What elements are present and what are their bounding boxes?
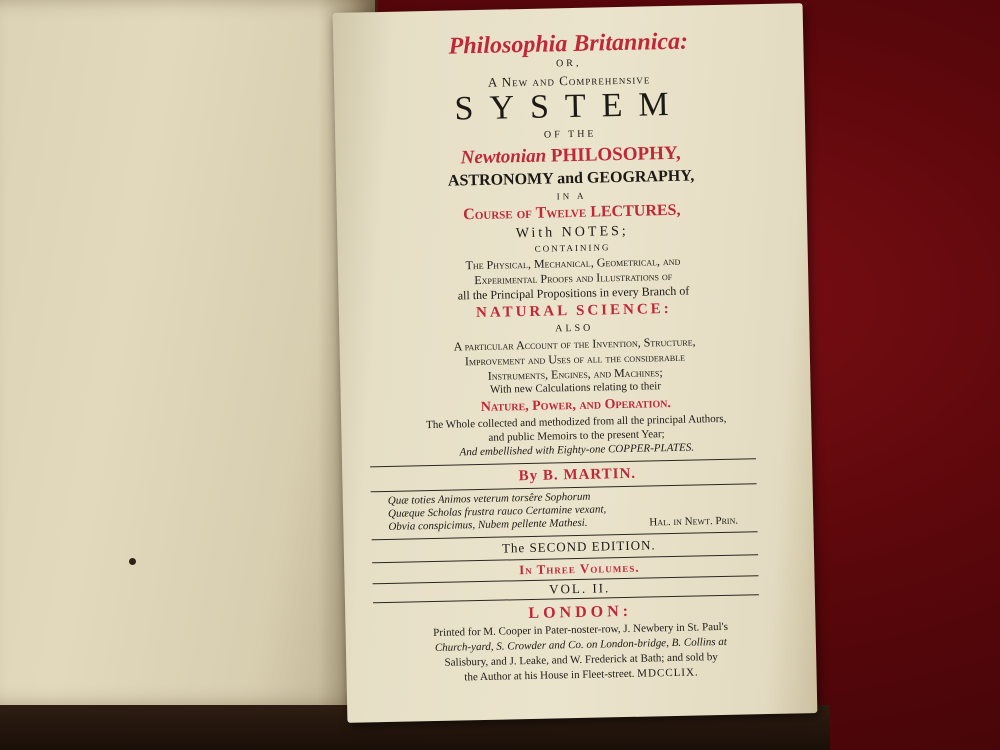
publication-year: MDCCLIX. (637, 666, 699, 680)
edition-line: The SECOND EDITION. (501, 537, 656, 556)
newtonian-word: Newtonian (460, 145, 547, 169)
philosophy-word: PHILOSOPHY, (550, 142, 681, 167)
author-line: By B. MARTIN. (518, 465, 637, 485)
in-a-line: IN A (556, 190, 587, 202)
imprint-author-address: the Author at his House in Fleet-street. (464, 667, 635, 684)
course-words: Course of Twelve (463, 203, 587, 224)
book-title: Philosophia Britannica: (448, 28, 689, 60)
containing-line: CONTAINING (534, 242, 611, 254)
whole-line-1: The Whole collected and methodized from all the principal Authors, (425, 412, 727, 432)
account-line-1: A particular Account of the Invention, Structure, (453, 334, 696, 354)
a-new-line: A New and Comprehensive (487, 71, 651, 90)
title-page (333, 3, 818, 723)
proofs-line-3: all the Principal Propositions in every Branch of (457, 283, 690, 303)
natural-science-heading: NATURAL SCIENCE: (475, 300, 672, 322)
ink-spot (129, 558, 136, 565)
proofs-line-1: The Physical, Mechanical, Geometrical, and (465, 253, 681, 273)
london-heading: LONDON: (528, 602, 633, 623)
title-page-text (333, 3, 803, 684)
system-heading: SYSTEM (454, 85, 686, 128)
course-line (357, 201, 787, 226)
imprint-line-2: Church-yard, S. Crowder and Co. on London-bridge, B. Collins at (434, 635, 728, 654)
imprint-line-1: Printed for M. Cooper in Pater-noster-row, J. Newbery in St. Paul's (433, 620, 729, 640)
volumes-line: In Three Volumes. (518, 559, 640, 578)
epigraph-source: Hal. in Newt. Prin. (649, 514, 739, 529)
account-line-4: With new Calculations relating to their (489, 380, 662, 396)
epigraph-line-1: Quæ toties Animos veterum torsêre Sophorum (387, 490, 591, 507)
of-the-line: OF THE (543, 128, 597, 141)
account-line-2: Improvement and Uses of all the considerable (464, 349, 686, 369)
nature-power-line: Nature, Power, and Operation. (480, 396, 672, 415)
or-line: OR, (555, 57, 582, 70)
whole-line-2: and public Memoirs to the present Year; (488, 428, 665, 444)
embellished-line: And embellished with Eighty-one COPPER-PLATES. (459, 441, 695, 459)
with-notes-line: With NOTES; (515, 223, 629, 242)
epigraph-line-2: Quæque Scholas frustra rauco Certamine vexant, (387, 503, 607, 520)
astronomy-line: ASTRONOMY and GEOGRAPHY, (447, 167, 695, 190)
epigraph-line-3: Obvia conspicimus, Nubem pellente Mathesi. (388, 516, 588, 533)
proofs-line-2: Experimental Proofs and Illustrations of (474, 268, 673, 288)
imprint-line-3: Salisbury, and J. Leake, and W. Frederick at Bath; and sold by (444, 651, 718, 669)
also-line: ALSO (555, 322, 594, 335)
lectures-word: LECTURES, (590, 201, 681, 221)
account-line-3: Instruments, Engines, and Machines; (487, 365, 663, 383)
volume-number: VOL. II. (548, 580, 611, 597)
newtonian-line (356, 142, 786, 170)
